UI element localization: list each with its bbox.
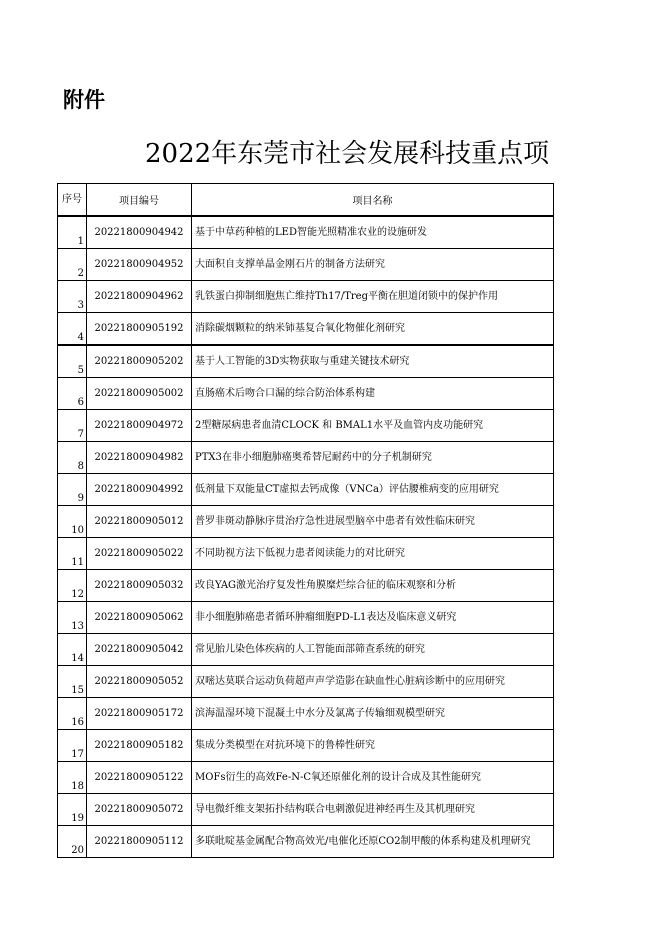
row-seq: 16 xyxy=(58,698,87,730)
row-name: 乳铁蛋白抑制细胞焦亡维持Th17/Treg平衡在胆道闭锁中的保护作用 xyxy=(192,281,554,313)
row-code: 20221800905042 xyxy=(87,634,192,666)
table-row xyxy=(58,216,554,249)
row-code: 20221800904952 xyxy=(87,249,192,281)
table-row xyxy=(58,249,554,281)
row-seq: 8 xyxy=(58,442,87,474)
row-name: 直肠癌术后吻合口漏的综合防治体系构建 xyxy=(192,378,554,410)
row-seq: 14 xyxy=(58,634,87,666)
row-name: MOFs衍生的高效Fe-N-C氧还原催化剂的设计合成及其性能研究 xyxy=(192,762,554,794)
row-name: 导电微纤维支架拓扑结构联合电刺激促进神经再生及其机理研究 xyxy=(192,794,554,826)
row-code: 20221800905122 xyxy=(87,762,192,794)
table-row xyxy=(58,570,554,602)
project-table xyxy=(57,183,554,858)
row-code: 20221800905012 xyxy=(87,506,192,538)
table-row xyxy=(58,442,554,474)
row-name: 大面积自支撑单晶金刚石片的制备方法研究 xyxy=(192,249,554,281)
row-name: 不同助视方法下低视力患者阅读能力的对比研究 xyxy=(192,538,554,570)
row-name: 滨海温湿环境下混凝土中水分及氯离子传输细观模型研究 xyxy=(192,698,554,730)
row-code: 20221800905202 xyxy=(87,345,192,378)
table-row xyxy=(58,634,554,666)
header-code: 项目编号 xyxy=(87,184,192,217)
row-name: 消除碳烟颗粒的纳米铈基复合氧化物催化剂研究 xyxy=(192,313,554,346)
table-row xyxy=(58,474,554,506)
row-name: PTX3在非小细胞肺癌奥希替尼耐药中的分子机制研究 xyxy=(192,442,554,474)
row-seq: 2 xyxy=(58,249,87,281)
row-code: 20221800904942 xyxy=(87,216,192,249)
row-seq: 7 xyxy=(58,410,87,442)
row-code: 20221800905052 xyxy=(87,666,192,698)
row-seq: 6 xyxy=(58,378,87,410)
table-row xyxy=(58,345,554,378)
row-seq: 12 xyxy=(58,570,87,602)
row-seq: 9 xyxy=(58,474,87,506)
row-name: 基于中草药种植的LED智能光照精准农业的设施研发 xyxy=(192,216,554,249)
row-name: 基于人工智能的3D实物获取与重建关键技术研究 xyxy=(192,345,554,378)
table-body xyxy=(58,216,554,858)
row-seq: 20 xyxy=(58,826,87,858)
attachment-label: 附件 xyxy=(63,88,105,112)
row-code: 20221800905192 xyxy=(87,313,192,346)
row-code: 20221800904972 xyxy=(87,410,192,442)
table-row xyxy=(58,410,554,442)
row-seq: 1 xyxy=(58,216,87,249)
row-code: 20221800905022 xyxy=(87,538,192,570)
row-seq: 19 xyxy=(58,794,87,826)
row-code: 20221800904992 xyxy=(87,474,192,506)
row-seq: 11 xyxy=(58,538,87,570)
row-name: 多联吡啶基金属配合物高效光/电催化还原CO2制甲酸的体系构建及机理研究 xyxy=(192,826,554,858)
row-name: 集成分类模型在对抗环境下的鲁棒性研究 xyxy=(192,730,554,762)
table-row xyxy=(58,602,554,634)
row-seq: 17 xyxy=(58,730,87,762)
table-row xyxy=(58,378,554,410)
table-row xyxy=(58,826,554,858)
row-code: 20221800905172 xyxy=(87,698,192,730)
row-code: 20221800905182 xyxy=(87,730,192,762)
row-code: 20221800905072 xyxy=(87,794,192,826)
table-header-row xyxy=(58,184,554,217)
row-code: 20221800905112 xyxy=(87,826,192,858)
row-seq: 5 xyxy=(58,345,87,378)
table-row xyxy=(58,538,554,570)
table-row xyxy=(58,794,554,826)
row-code: 20221800905002 xyxy=(87,378,192,410)
row-code: 20221800905062 xyxy=(87,602,192,634)
row-code: 20221800904982 xyxy=(87,442,192,474)
row-seq: 15 xyxy=(58,666,87,698)
row-seq: 4 xyxy=(58,313,87,346)
table-row xyxy=(58,730,554,762)
row-name: 低剂量下双能量CT虚拟去钙成像（VNCa）评估腰椎病变的应用研究 xyxy=(192,474,554,506)
table-row xyxy=(58,698,554,730)
row-code: 20221800905032 xyxy=(87,570,192,602)
row-seq: 3 xyxy=(58,281,87,313)
header-seq: 序号 xyxy=(58,184,87,217)
row-code: 20221800904962 xyxy=(87,281,192,313)
title-container xyxy=(0,136,559,172)
row-name: 改良YAG激光治疗复发性角膜糜烂综合征的临床观察和分析 xyxy=(192,570,554,602)
table-row xyxy=(58,666,554,698)
table-row xyxy=(58,313,554,346)
row-name: 普罗非斑动静脉序贯治疗急性进展型脑卒中患者有效性临床研究 xyxy=(192,506,554,538)
table-row xyxy=(58,762,554,794)
row-seq: 13 xyxy=(58,602,87,634)
row-name: 常见胎儿染色体疾病的人工智能面部筛查系统的研究 xyxy=(192,634,554,666)
table-row xyxy=(58,506,554,538)
row-seq: 18 xyxy=(58,762,87,794)
document-title: 2022年东莞市社会发展科技重点项 xyxy=(145,139,550,169)
table-row xyxy=(58,281,554,313)
row-name: 非小细胞肺癌患者循环肿瘤细胞PD-L1表达及临床意义研究 xyxy=(192,602,554,634)
row-name: 2型糖尿病患者血清CLOCK 和 BMAL1水平及血管内皮功能研究 xyxy=(192,410,554,442)
row-seq: 10 xyxy=(58,506,87,538)
header-name: 项目名称 xyxy=(192,184,554,217)
row-name: 双嘧达莫联合运动负荷超声声学造影在缺血性心脏病诊断中的应用研究 xyxy=(192,666,554,698)
